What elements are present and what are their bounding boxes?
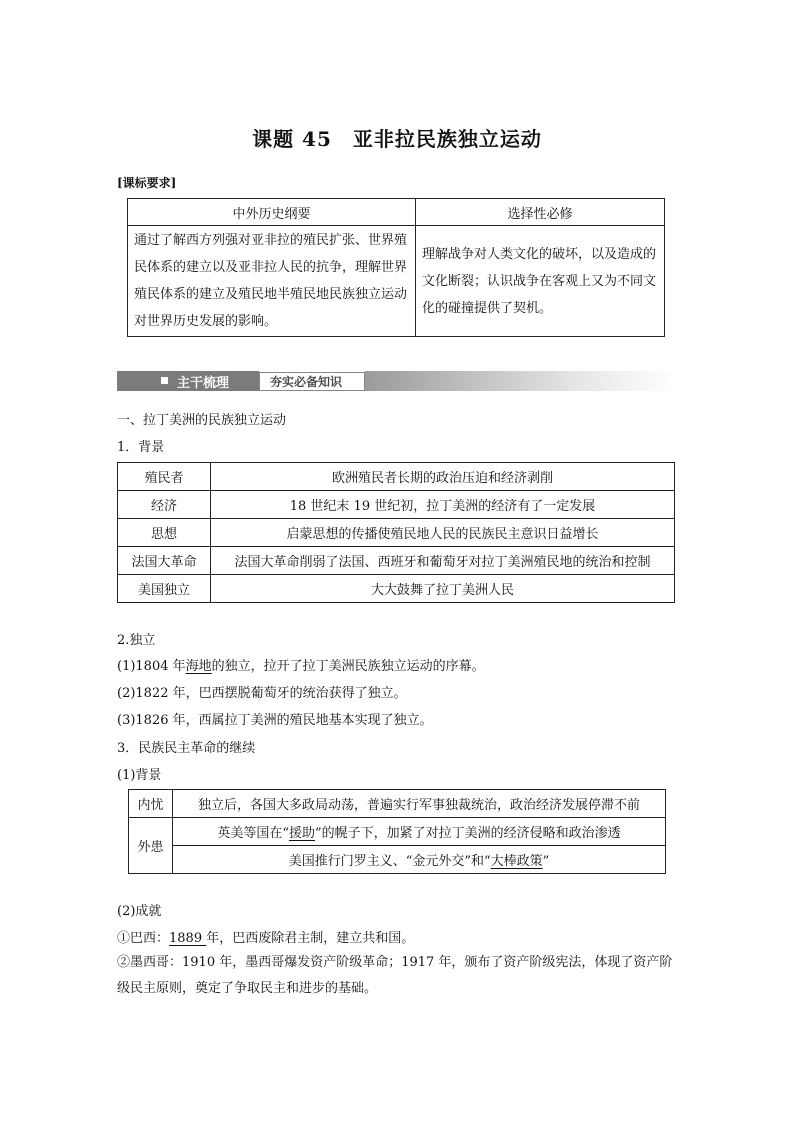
list-item	[117, 927, 414, 946]
table-cell: 美国独立	[118, 575, 211, 603]
table-header: 中外历史纲要	[128, 199, 416, 226]
subsection-heading: (2)成就	[117, 904, 162, 919]
table-cell: 殖民者	[118, 463, 211, 491]
curriculum-label: [课标要求]	[117, 176, 177, 190]
table-cell: 大大鼓舞了拉丁美洲人民	[211, 575, 675, 603]
table-cell: 18 世纪末 19 世纪初，拉丁美洲的经济有了一定发展	[211, 491, 675, 519]
table-cell: 欧洲殖民者长期的政治压迫和经济剥削	[211, 463, 675, 491]
underlined-text: 1889	[169, 931, 207, 946]
square-bullet-icon	[161, 377, 168, 384]
underlined-text: 大棒政策	[490, 854, 543, 869]
table-row	[118, 491, 675, 519]
banner-main-label: 主干梳理	[177, 376, 230, 391]
section-heading: 一、拉丁美洲的民族独立运动	[117, 413, 287, 428]
background-table	[117, 462, 675, 603]
list-item	[117, 655, 485, 674]
table-row	[118, 547, 675, 575]
underlined-text: 海地	[185, 659, 212, 674]
text: 年，巴西废除君主制，建立共和国。	[206, 931, 415, 946]
page-title: 课题 45 亚非拉民族独立运动	[252, 127, 542, 151]
list-item: (2)1822 年，巴西摆脱葡萄牙的统治获得了独立。	[117, 686, 407, 701]
section-banner	[117, 371, 677, 393]
text: 的独立，拉开了拉丁美洲民族独立运动的序幕。	[211, 659, 485, 674]
table-cell	[173, 818, 666, 846]
table-row	[129, 790, 666, 818]
table-cell: 通过了解西方列强对亚非拉的殖民扩张、世界殖民体系的建立以及亚非拉人民的抗争，理解世界殖民体系的建立及殖民地半殖民地民族独立运动对世界历史发展的影响。	[128, 226, 416, 337]
table-cell: 独立后，各国大多政局动荡，普遍实行军事独裁统治，政治经济发展停滞不前	[173, 790, 666, 818]
underlined-text: 援助	[288, 826, 315, 841]
banner-sub-box	[259, 372, 365, 391]
curriculum-table	[127, 198, 665, 337]
text: 英美等国在“	[217, 826, 289, 841]
table-cell: 理解战争对人类文化的破坏，以及造成的文化断裂；认识战争在客观上又为不同文化的碰撞提供了契机。	[416, 226, 665, 337]
revolution-background-table	[128, 789, 666, 874]
subsection-heading: 3．民族民主革命的继续	[117, 741, 256, 756]
table-row	[118, 463, 675, 491]
table-cell: 经济	[118, 491, 211, 519]
banner-sub-label: 夯实必备知识	[270, 375, 343, 389]
table-row	[129, 846, 666, 874]
table-header: 选择性必修	[416, 199, 665, 226]
text: ”	[542, 854, 550, 869]
list-item: (3)1826 年，西属拉丁美洲的殖民地基本实现了独立。	[117, 713, 433, 728]
text: 美国推行门罗主义、“金元外交”和“	[288, 854, 491, 869]
table-cell: 思想	[118, 519, 211, 547]
table-cell: 启蒙思想的传播使殖民地人民的民族民主意识日益增长	[211, 519, 675, 547]
text: (1)1804 年	[117, 659, 186, 674]
table-cell	[173, 846, 666, 874]
table-cell: 外患	[129, 818, 173, 874]
subsection-heading: 1．背景	[117, 440, 165, 455]
text: ①巴西：	[117, 931, 170, 946]
table-row	[129, 818, 666, 846]
table-cell: 法国大革命	[118, 547, 211, 575]
banner-gradient	[365, 371, 677, 391]
text: ”的幌子下，加紧了对拉丁美洲的经济侵略和政治渗透	[315, 826, 621, 841]
list-item: ②墨西哥：1910 年，墨西哥爆发资产阶级革命；1917 年，颁布了资产阶级宪法，体现了资产阶级民主原则，奠定了争取民主和进步的基础。	[117, 955, 673, 996]
subsection-heading: (1)背景	[117, 768, 162, 783]
table-row	[118, 575, 675, 603]
table-cell: 内忧	[129, 790, 173, 818]
table-row	[118, 519, 675, 547]
table-cell: 法国大革命削弱了法国、西班牙和葡萄牙对拉丁美洲殖民地的统治和控制	[211, 547, 675, 575]
subsection-heading: 2.独立	[117, 633, 156, 648]
